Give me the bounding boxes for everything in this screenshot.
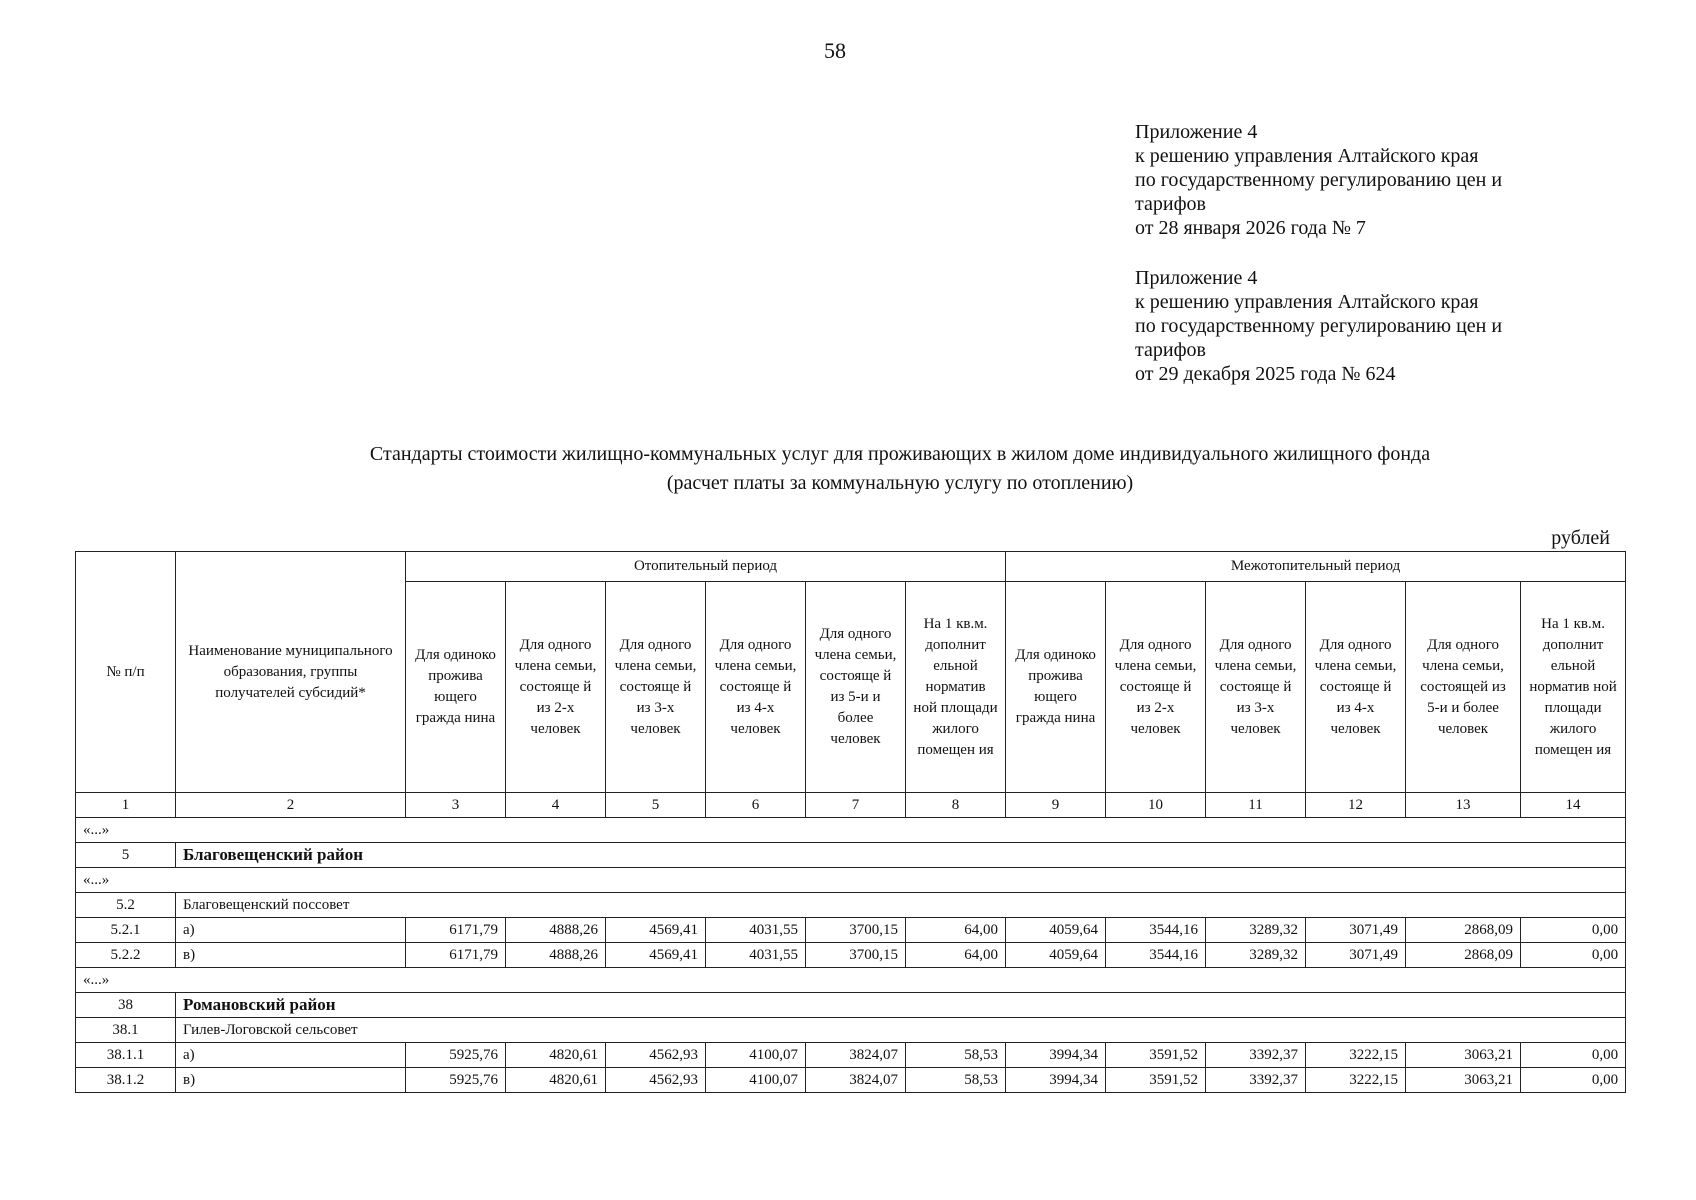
- value-cell: 4820,61: [506, 1043, 606, 1068]
- value-cell: 64,00: [906, 918, 1006, 943]
- ellipsis-row: [76, 818, 1626, 843]
- header-nonheating-col: Для одиноко прожива ющего гражда нина: [1006, 582, 1106, 793]
- value-cell: 0,00: [1521, 1068, 1626, 1093]
- appendix-line: Приложение 4: [1135, 267, 1258, 289]
- value-cell: 4031,55: [706, 918, 806, 943]
- subsection-num: 5.2: [76, 893, 176, 918]
- row-group: в): [176, 943, 406, 968]
- value-cell: 2868,09: [1406, 943, 1521, 968]
- column-number: 8: [906, 793, 1006, 818]
- value-cell: 3591,52: [1106, 1043, 1206, 1068]
- value-cell: 3544,16: [1106, 943, 1206, 968]
- section-name: Благовещенский район: [176, 843, 1626, 868]
- column-number: 5: [606, 793, 706, 818]
- header-nonheating-col: На 1 кв.м. дополнит ельной норматив ной площади жилого помещен ия: [1521, 582, 1626, 793]
- value-cell: 3824,07: [806, 1068, 906, 1093]
- value-cell: 3289,32: [1206, 943, 1306, 968]
- header-nonheating-col: Для одного члена семьи, состояще й из 4-х человек: [1306, 582, 1406, 793]
- title-line-1: Стандарты стоимости жилищно-коммунальных услуг для проживающих в жилом доме индивидуального жилищного фонда: [369, 443, 1431, 465]
- row-num: 38.1.1: [76, 1043, 176, 1068]
- row-num: 5.2.2: [76, 943, 176, 968]
- value-cell: 4562,93: [606, 1068, 706, 1093]
- title-line-2: (расчет платы за коммунальную услугу по отоплению): [666, 472, 1134, 494]
- subsection-name: Благовещенский поссовет: [176, 893, 1626, 918]
- row-group: а): [176, 918, 406, 943]
- value-cell: 4100,07: [706, 1068, 806, 1093]
- subsection-name: Гилев-Логовской сельсовет: [176, 1018, 1626, 1043]
- value-cell: 2868,09: [1406, 918, 1521, 943]
- table-row: [76, 1068, 1626, 1093]
- appendix-previous: [1135, 266, 1502, 386]
- header-heating-col: На 1 кв.м. дополнит ельной норматив ной площади жилого помещен ия: [906, 582, 1006, 793]
- section-row: [76, 993, 1626, 1018]
- appendix-current: [1135, 120, 1502, 240]
- table-row: [76, 918, 1626, 943]
- value-cell: 0,00: [1521, 918, 1626, 943]
- unit-label: рублей: [1551, 527, 1610, 549]
- value-cell: 3544,16: [1106, 918, 1206, 943]
- value-cell: 3071,49: [1306, 943, 1406, 968]
- section-num: 5: [76, 843, 176, 868]
- value-cell: 6171,79: [406, 943, 506, 968]
- header-nonheating-period: Межотопительный период: [1006, 552, 1626, 582]
- value-cell: 3289,32: [1206, 918, 1306, 943]
- subsection-num: 38.1: [76, 1018, 176, 1043]
- column-number: 1: [76, 793, 176, 818]
- value-cell: 4031,55: [706, 943, 806, 968]
- value-cell: 4569,41: [606, 943, 706, 968]
- column-number: 13: [1406, 793, 1521, 818]
- section-num: 38: [76, 993, 176, 1018]
- value-cell: 4888,26: [506, 918, 606, 943]
- standards-table: [75, 551, 1626, 1093]
- column-number: 3: [406, 793, 506, 818]
- value-cell: 3063,21: [1406, 1068, 1521, 1093]
- header-nonheating-col: Для одного члена семьи, состоящей из 5-и и более человек: [1406, 582, 1521, 793]
- value-cell: 4820,61: [506, 1068, 606, 1093]
- appendix-line: к решению управления Алтайского края: [1135, 291, 1479, 313]
- column-number: 12: [1306, 793, 1406, 818]
- value-cell: 5925,76: [406, 1043, 506, 1068]
- appendix-line: от 29 декабря 2025 года № 624: [1135, 363, 1396, 385]
- value-cell: 58,53: [906, 1043, 1006, 1068]
- header-heating-col: Для одного члена семьи, состояще й из 3-х человек: [606, 582, 706, 793]
- appendix-line: по государственному регулированию цен и: [1135, 315, 1503, 337]
- section-name: Романовский район: [176, 993, 1626, 1018]
- header-heating-col: Для одного члена семьи, состояще й из 5-и и более человек: [806, 582, 906, 793]
- value-cell: 4562,93: [606, 1043, 706, 1068]
- value-cell: 4059,64: [1006, 943, 1106, 968]
- column-number: 10: [1106, 793, 1206, 818]
- column-number: 9: [1006, 793, 1106, 818]
- ellipsis: «...»: [76, 818, 1626, 843]
- value-cell: 6171,79: [406, 918, 506, 943]
- document-title: [0, 440, 1696, 498]
- header-nonheating-col: Для одного члена семьи, состояще й из 2-х человек: [1106, 582, 1206, 793]
- value-cell: 3994,34: [1006, 1068, 1106, 1093]
- value-cell: 3700,15: [806, 918, 906, 943]
- row-num: 5.2.1: [76, 918, 176, 943]
- header-num: № п/п: [76, 552, 176, 793]
- value-cell: 3994,34: [1006, 1043, 1106, 1068]
- appendix-line: от 28 января 2026 года № 7: [1135, 217, 1366, 239]
- value-cell: 3071,49: [1306, 918, 1406, 943]
- ellipsis: «...»: [76, 868, 1626, 893]
- value-cell: 4888,26: [506, 943, 606, 968]
- ellipsis: «...»: [76, 968, 1626, 993]
- value-cell: 3591,52: [1106, 1068, 1206, 1093]
- row-group: в): [176, 1068, 406, 1093]
- table-row: [76, 1043, 1626, 1068]
- column-numbers-row: [76, 793, 1626, 818]
- row-num: 38.1.2: [76, 1068, 176, 1093]
- value-cell: 5925,76: [406, 1068, 506, 1093]
- value-cell: 0,00: [1521, 1043, 1626, 1068]
- page-number: 58: [824, 38, 846, 63]
- value-cell: 3392,37: [1206, 1043, 1306, 1068]
- appendix-line: Приложение 4: [1135, 121, 1258, 143]
- value-cell: 4569,41: [606, 918, 706, 943]
- value-cell: 64,00: [906, 943, 1006, 968]
- value-cell: 0,00: [1521, 943, 1626, 968]
- table-row: [76, 943, 1626, 968]
- value-cell: 3700,15: [806, 943, 906, 968]
- value-cell: 4059,64: [1006, 918, 1106, 943]
- section-row: [76, 843, 1626, 868]
- row-group: а): [176, 1043, 406, 1068]
- column-number: 4: [506, 793, 606, 818]
- appendix-line: тарифов: [1135, 193, 1206, 215]
- header-name: Наименование муниципального образования, группы получателей субсидий*: [176, 552, 406, 793]
- header-heating-col: Для одного члена семьи, состояще й из 2-х человек: [506, 582, 606, 793]
- header-heating-col: Для одного члена семьи, состояще й из 4-х человек: [706, 582, 806, 793]
- ellipsis-row: [76, 968, 1626, 993]
- column-number: 7: [806, 793, 906, 818]
- appendix-line: к решению управления Алтайского края: [1135, 145, 1479, 167]
- header-heating-col: Для одиноко прожива ющего гражда нина: [406, 582, 506, 793]
- header-nonheating-col: Для одного члена семьи, состояще й из 3-х человек: [1206, 582, 1306, 793]
- subsection-row: [76, 893, 1626, 918]
- ellipsis-row: [76, 868, 1626, 893]
- column-number: 14: [1521, 793, 1626, 818]
- value-cell: 3063,21: [1406, 1043, 1521, 1068]
- value-cell: 4100,07: [706, 1043, 806, 1068]
- column-number: 11: [1206, 793, 1306, 818]
- value-cell: 3824,07: [806, 1043, 906, 1068]
- value-cell: 3222,15: [1306, 1043, 1406, 1068]
- column-number: 6: [706, 793, 806, 818]
- appendix-line: тарифов: [1135, 339, 1206, 361]
- header-heating-period: Отопительный период: [406, 552, 1006, 582]
- appendix-line: по государственному регулированию цен и: [1135, 169, 1503, 191]
- subsection-row: [76, 1018, 1626, 1043]
- value-cell: 3222,15: [1306, 1068, 1406, 1093]
- value-cell: 58,53: [906, 1068, 1006, 1093]
- value-cell: 3392,37: [1206, 1068, 1306, 1093]
- column-number: 2: [176, 793, 406, 818]
